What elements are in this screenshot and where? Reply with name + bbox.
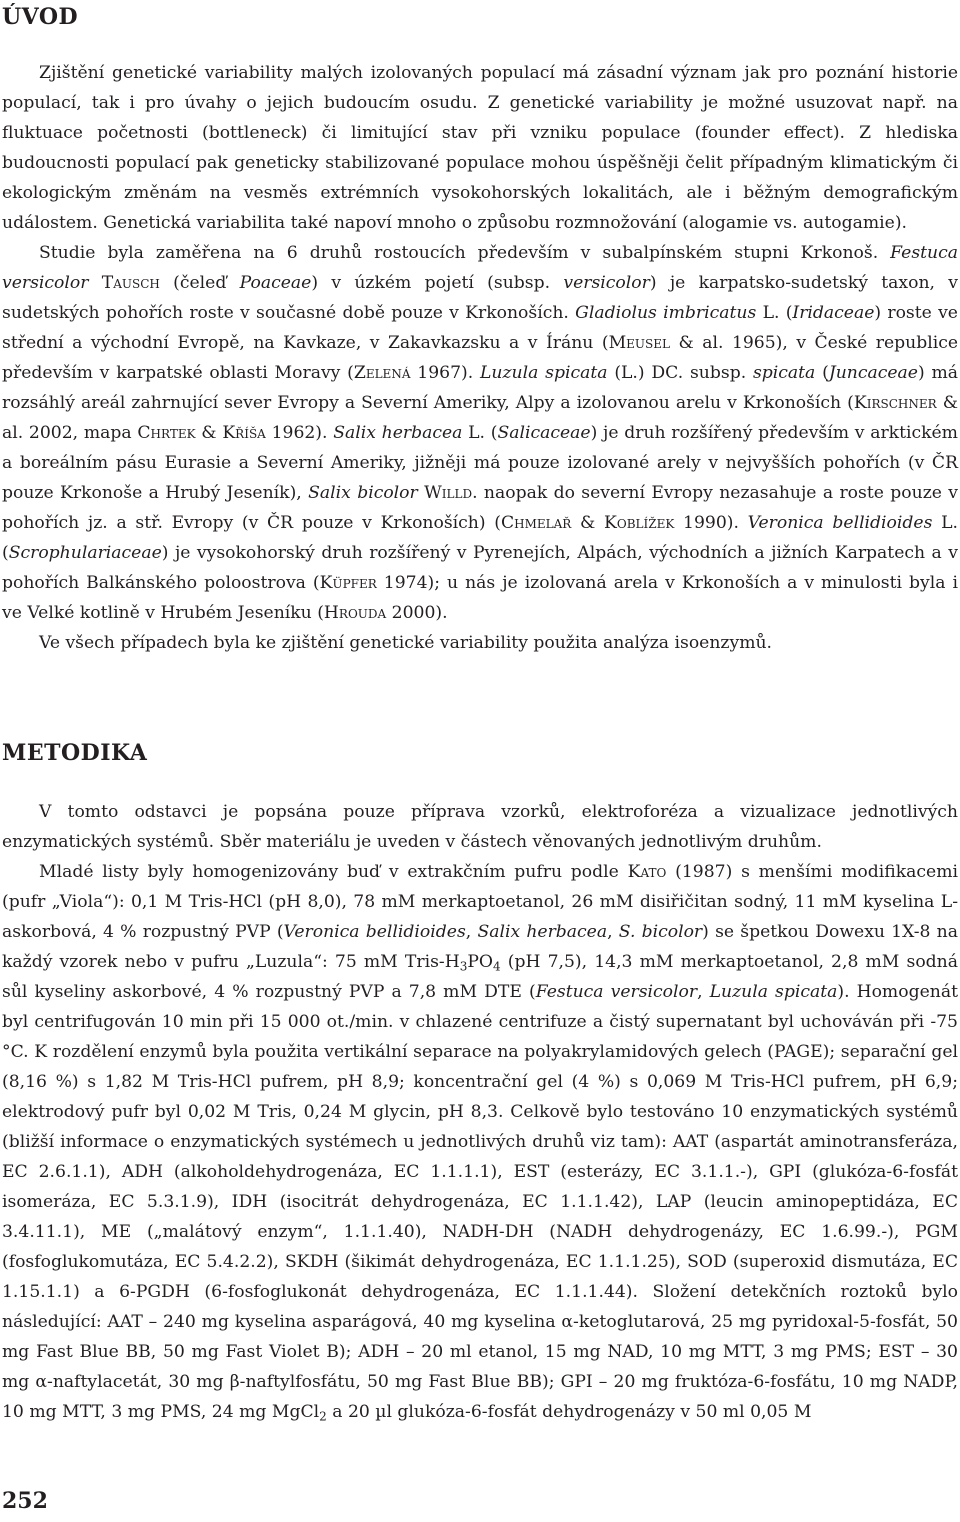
subspecies-name: spicata bbox=[752, 363, 816, 383]
author-name: Kříša bbox=[222, 423, 266, 443]
text-run: PO bbox=[467, 952, 494, 972]
species-name: Luzula spicata bbox=[709, 982, 838, 1002]
text-run: 1962). bbox=[265, 423, 334, 443]
text-run: , bbox=[607, 922, 619, 942]
text-run: ) je druh rozšířený především v arktickém a boreálním pásu Eurasie a Severní Ameriky, jižněji má pouze izolované arely v nejvyšších pohořích (v ČR pouze Krkonoše a Hrubý Jeseník), bbox=[2, 423, 958, 503]
species-name: Salix bicolor bbox=[308, 483, 418, 503]
subspecies-name: versicolor bbox=[563, 273, 650, 293]
text-run: Zjištění genetické variability malých izolovaných populací má zásadní význam jak pro poznání historie populací, tak i pro úvahy o jejich budoucím osudu. Z genetické variability je možné usuzovat např. na fluktuace početnosti (bottleneck) či limitující stav při vzniku populace (founder effect). Z hlediska budoucnosti populací pak geneticky stabilizované populace mohou úspěšněji čelit případným klimatickým či ekologickým změnám na vesměs extrémních vysokohorských lokalitách, ale i běžným demografickým událostem. Genetická variabilita také napoví mnoho o způsobu rozmnožování (alogamie vs. autogamie). bbox=[2, 63, 958, 233]
text-run: ) v úzkém pojetí (subsp. bbox=[311, 273, 564, 293]
section-heading-uvod: ÚVOD bbox=[2, 4, 79, 30]
text-run: ) roste ve střední a východní Evropě, na Kavkaze, v Zakavkazsku a v Íránu ( bbox=[2, 303, 958, 353]
uvod-section bbox=[2, 58, 958, 658]
species-name: Veronica bellidioides bbox=[283, 922, 466, 942]
text-run: naopak do severní Evropy nezasahuje a roste pouze v pohořích jz. a stř. Evropy (v ČR pouze v Krkonoších) ( bbox=[2, 483, 958, 533]
subscript: 4 bbox=[493, 959, 501, 974]
text-run: (L.) DC. subsp. bbox=[607, 363, 753, 383]
species-name: Salix herbacea bbox=[333, 423, 463, 443]
text-run: ) má rozsáhlý areál zahrnující sever Evropy a Severní Ameriky, Alpy a izolovanou arelu v Krkonoších ( bbox=[2, 363, 959, 413]
metodika-paragraph-2 bbox=[2, 857, 958, 1427]
text-run: ) je karpatsko-sudetský taxon, v sudetských pohořích roste v současné době pouze v Krkonoších. bbox=[2, 273, 958, 323]
section-heading-metodika: METODIKA bbox=[2, 740, 148, 766]
author-name: Hrouda bbox=[323, 603, 387, 623]
text-run: 2000). bbox=[386, 603, 448, 623]
family-name: Poaceae bbox=[239, 273, 312, 293]
text-run: ) je vysokohorský druh rozšířený v Pyrenejích, Alpách, východních a jižních Karpatech a v pohořích Balkánského poloostrova ( bbox=[2, 543, 958, 593]
species-name: Festuca versicolor bbox=[535, 982, 698, 1002]
text-run: , bbox=[697, 982, 710, 1002]
text-run: Mladé listy byly homogenizovány buď v extrakčním pufru podle bbox=[39, 862, 628, 882]
author-name: Meusel bbox=[608, 333, 670, 353]
species-name: Luzula spicata bbox=[480, 363, 608, 383]
author-name: Tausch bbox=[101, 273, 160, 293]
text-run: (čeleď bbox=[159, 273, 240, 293]
text-run: & bbox=[571, 513, 605, 533]
text-run: Studie byla zaměřena na 6 druhů rostoucích především v subalpínském stupni Krkonoš. bbox=[39, 243, 891, 263]
subscript: 3 bbox=[459, 959, 468, 974]
text-run: ) se špetkou Dowexu 1X-8 na každý vzorek nebo v pufru „Luzula“: 75 mM Tris-H bbox=[2, 922, 958, 972]
text-run: L. ( bbox=[2, 513, 958, 563]
author-name: Koblížek bbox=[604, 513, 675, 533]
text-run: & al. 2002, mapa bbox=[2, 393, 958, 443]
author-name: Chrtek bbox=[137, 423, 196, 443]
text-run: L. ( bbox=[462, 423, 498, 443]
text-run: V tomto odstavci je popsána pouze příprava vzorků, elektroforéza a vizualizace jednotlivých enzymatických systémů. Sběr materiálu je uveden v částech věnovaných jednotlivým druhům. bbox=[2, 802, 958, 852]
text-run: (1987) s menšími modifikacemi (pufr „Viola“): 0,1 M Tris-HCl (pH 8,0), 78 mM merkaptoetanol, 26 mM disiřičitan sodný, 11 mM kyselina L-askorbová, 4 % rozpustný PVP ( bbox=[2, 862, 958, 942]
species-name: S. bicolor bbox=[618, 922, 703, 942]
text-run: 1967). bbox=[410, 363, 481, 383]
author-name: Zelená bbox=[353, 363, 411, 383]
text-run: (pH 7,5), 14,3 mM merkaptoetanol, 2,8 mM sodná sůl kyseliny askorbové, 4 % rozpustný PVP a 7,8 mM DTE ( bbox=[2, 952, 958, 1002]
species-name: Salix herbacea bbox=[477, 922, 608, 942]
author-name: Kato bbox=[627, 862, 667, 882]
family-name: Juncaceae bbox=[828, 363, 918, 383]
text-run: 1974); u nás je izolovaná arela v Krkonoších a v minulosti byla i ve Velké kotlině v Hrubém Jeseníku ( bbox=[2, 573, 958, 623]
species-name: Festuca versicolor bbox=[2, 243, 958, 293]
uvod-paragraph-1 bbox=[2, 58, 958, 238]
text-run: & bbox=[195, 423, 223, 443]
text-run: L. ( bbox=[756, 303, 793, 323]
text-run: Ve všech případech byla ke zjištění genetické variability použita analýza isoenzymů. bbox=[39, 633, 773, 653]
metodika-section bbox=[2, 797, 958, 1427]
author-name: Chmelař bbox=[500, 513, 572, 533]
family-name: Salicaceae bbox=[497, 423, 591, 443]
text-run: & al. 1965), v České republice především v karpatské oblasti Moravy ( bbox=[2, 333, 958, 383]
family-name: Iridaceae bbox=[792, 303, 875, 323]
metodika-paragraph-1 bbox=[2, 797, 958, 857]
family-name: Scrophulariaceae bbox=[8, 543, 162, 563]
text-run: ). Homogenát byl centrifugován 10 min při 15 000 ot./min. v chlazené centrifuze a čistý supernatant byl uchováván při -75 °C. K rozdělení enzymů byla použita vertikální separace na polyakrylamidových gelech (PAGE); separační gel (8,16 %) s 1,82 M Tris-HCl pufrem, pH 8,9; koncentrační gel (4 %) s 0,069 M Tris-HCl pufrem, pH 6,9; elektrodový pufr byl 0,02 M Tris, 0,24 M glycin, pH 8,3. Celkově bylo testováno 10 enzymatických systémů (bližší informace o enzymatických systémech u jednotlivých druhů viz tam): AAT (aspartát aminotransferáza, EC 2.6.1.1), ADH (alkoholdehydrogenáza, EC 1.1.1.1), EST (esterázy, EC 3.1.1.-), GPI (glukóza-6-fosfát isomeráza, EC 5.3.1.9), IDH (isocitrát dehydrogenáza, EC 1.1.1.42), LAP (leucin aminopeptidáza, EC 3.4.11.1), ME („malátový enzym“, 1.1.1.40), NADH-DH (NADH dehydrogenázy, EC 1.6.99.-), PGM (fosfoglukomutáza, EC 5.4.2.2), SKDH (šikimát dehydrogenáza, EC 1.1.1.25), SOD (superoxid dismutáza, EC 1.15.1.1) a 6-PGDH (6-fosfoglukonát dehydrogenáza, EC 1.1.1.44). Složení detekčních roztoků bylo následující: AAT – 240 mg kyselina asparágová, 40 mg kyselina α-ketoglutarová, 25 mg pyridoxal-5-fosfát, 50 mg Fast Blue BB, 50 mg Fast Violet B); ADH – 20 ml etanol, 15 mg NAD, 10 mg MTT, 3 mg PMS; EST – 30 mg α-naftylacetát, 30 mg β-naftylfosfátu, 50 mg Fast Blue BB); GPI – 20 mg fruktóza-6-fosfátu, 10 mg NADP, 10 mg MTT, 3 mg PMS, 24 mg MgCl bbox=[2, 982, 958, 1422]
uvod-paragraph-2 bbox=[2, 238, 958, 628]
author-name: Küpfer bbox=[319, 573, 377, 593]
author-name: Willd. bbox=[424, 483, 478, 503]
text-run: a 20 µl glukóza-6-fosfát dehydrogenázy v 50 ml 0,05 M bbox=[326, 1402, 812, 1422]
author-name: Kirschner bbox=[853, 393, 937, 413]
text-run: ( bbox=[815, 363, 829, 383]
text-run: 1990). bbox=[674, 513, 748, 533]
page-number: 252 bbox=[2, 1488, 48, 1514]
text-run: , bbox=[465, 922, 478, 942]
species-name: Veronica bellidioides bbox=[747, 513, 933, 533]
subscript: 2 bbox=[319, 1409, 327, 1424]
uvod-paragraph-3 bbox=[2, 628, 958, 658]
species-name: Gladiolus imbricatus bbox=[575, 303, 757, 323]
